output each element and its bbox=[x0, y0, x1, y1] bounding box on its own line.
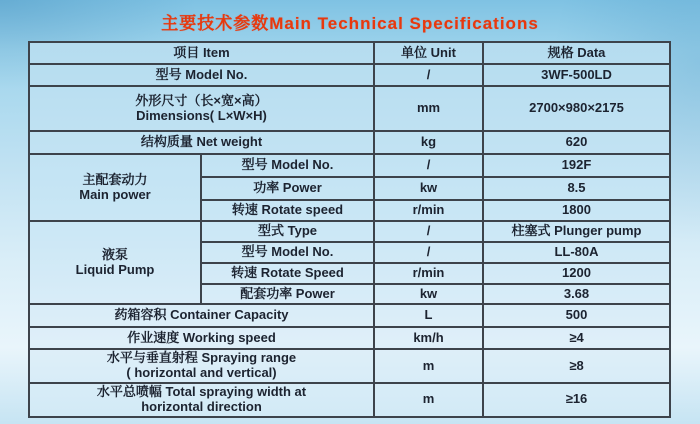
dimensions-value: 2700×980×2175 bbox=[483, 86, 670, 131]
spraying-range-item-en: ( horizontal and vertical) bbox=[126, 365, 277, 380]
model-value: 3WF-500LD bbox=[483, 64, 670, 86]
row-container-capacity bbox=[29, 304, 670, 327]
row-net-weight bbox=[29, 131, 670, 154]
liquid-pump-label-zh: 液泵 bbox=[101, 246, 128, 262]
specs-table bbox=[28, 41, 671, 418]
main-power-model-unit: / bbox=[374, 154, 483, 177]
main-power-speed-item: 转速 Rotate speed bbox=[201, 200, 374, 221]
liquid-pump-label-en: Liquid Pump bbox=[75, 261, 155, 277]
main-power-speed-value: 1800 bbox=[483, 200, 670, 221]
main-power-group-label bbox=[29, 154, 201, 221]
model-unit: / bbox=[374, 64, 483, 86]
page-title: 主要技术参数Main Technical Specifications bbox=[161, 14, 539, 33]
liquid-pump-speed-unit: r/min bbox=[374, 263, 483, 284]
total-spraying-width-value: ≥16 bbox=[483, 383, 670, 417]
spraying-range-unit: m bbox=[374, 349, 483, 383]
main-power-power-item: 功率 Power bbox=[201, 177, 374, 200]
header-data: 规格 Data bbox=[483, 42, 670, 64]
liquid-pump-group-label bbox=[29, 221, 201, 304]
liquid-pump-power-item: 配套功率 Power bbox=[201, 284, 374, 304]
net-weight-value: 620 bbox=[483, 131, 670, 154]
liquid-pump-model-item: 型号 Model No. bbox=[201, 242, 374, 263]
liquid-pump-type-value: 柱塞式 Plunger pump bbox=[483, 221, 670, 242]
main-power-model-item: 型号 Model No. bbox=[201, 154, 374, 177]
row-total-spraying-width bbox=[29, 383, 670, 417]
net-weight-unit: kg bbox=[374, 131, 483, 154]
header-item: 项目 Item bbox=[29, 42, 374, 64]
working-speed-unit: km/h bbox=[374, 327, 483, 349]
working-speed-value: ≥4 bbox=[483, 327, 670, 349]
container-capacity-item: 药箱容积 Container Capacity bbox=[29, 304, 374, 327]
total-spraying-width-item bbox=[29, 383, 374, 417]
liquid-pump-type-unit: / bbox=[374, 221, 483, 242]
spraying-range-item-zh: 水平与垂直射程 Spraying range bbox=[106, 350, 297, 366]
total-spraying-width-item-zh: 水平总喷幅 Total spraying width at bbox=[96, 384, 307, 399]
row-liquid-pump-type bbox=[29, 221, 670, 242]
row-working-speed bbox=[29, 327, 670, 349]
row-spraying-range bbox=[29, 349, 670, 383]
dimensions-item bbox=[29, 86, 374, 131]
spraying-range-item bbox=[29, 349, 374, 383]
dimensions-item-zh: 外形尺寸（长×宽×高） bbox=[135, 92, 268, 108]
liquid-pump-power-unit: kw bbox=[374, 284, 483, 304]
model-item: 型号 Model No. bbox=[29, 64, 374, 86]
main-power-power-value: 8.5 bbox=[483, 177, 670, 200]
total-spraying-width-item-en: horizontal direction bbox=[141, 398, 262, 414]
liquid-pump-model-value: LL-80A bbox=[483, 242, 670, 263]
header-unit: 单位 Unit bbox=[374, 42, 483, 64]
liquid-pump-power-value: 3.68 bbox=[483, 284, 670, 304]
total-spraying-width-unit: m bbox=[374, 383, 483, 417]
liquid-pump-speed-value: 1200 bbox=[483, 263, 670, 284]
container-capacity-unit: L bbox=[374, 304, 483, 327]
dimensions-item-en: Dimensions( L×W×H) bbox=[136, 107, 267, 123]
row-main-power-model bbox=[29, 154, 670, 177]
working-speed-item: 作业速度 Working speed bbox=[29, 327, 374, 349]
liquid-pump-speed-item: 转速 Rotate Speed bbox=[201, 263, 374, 284]
main-power-label-zh: 主配套动力 bbox=[82, 171, 148, 187]
liquid-pump-model-unit: / bbox=[374, 242, 483, 263]
spraying-range-value: ≥8 bbox=[483, 349, 670, 383]
main-power-speed-unit: r/min bbox=[374, 200, 483, 221]
net-weight-item: 结构质量 Net weight bbox=[29, 131, 374, 154]
header-row bbox=[29, 42, 670, 64]
main-power-label-en: Main power bbox=[79, 186, 151, 202]
row-model bbox=[29, 64, 670, 86]
liquid-pump-type-item: 型式 Type bbox=[201, 221, 374, 242]
row-dimensions bbox=[29, 86, 670, 131]
main-power-model-value: 192F bbox=[483, 154, 670, 177]
main-power-power-unit: kw bbox=[374, 177, 483, 200]
dimensions-unit: mm bbox=[374, 86, 483, 131]
container-capacity-value: 500 bbox=[483, 304, 670, 327]
